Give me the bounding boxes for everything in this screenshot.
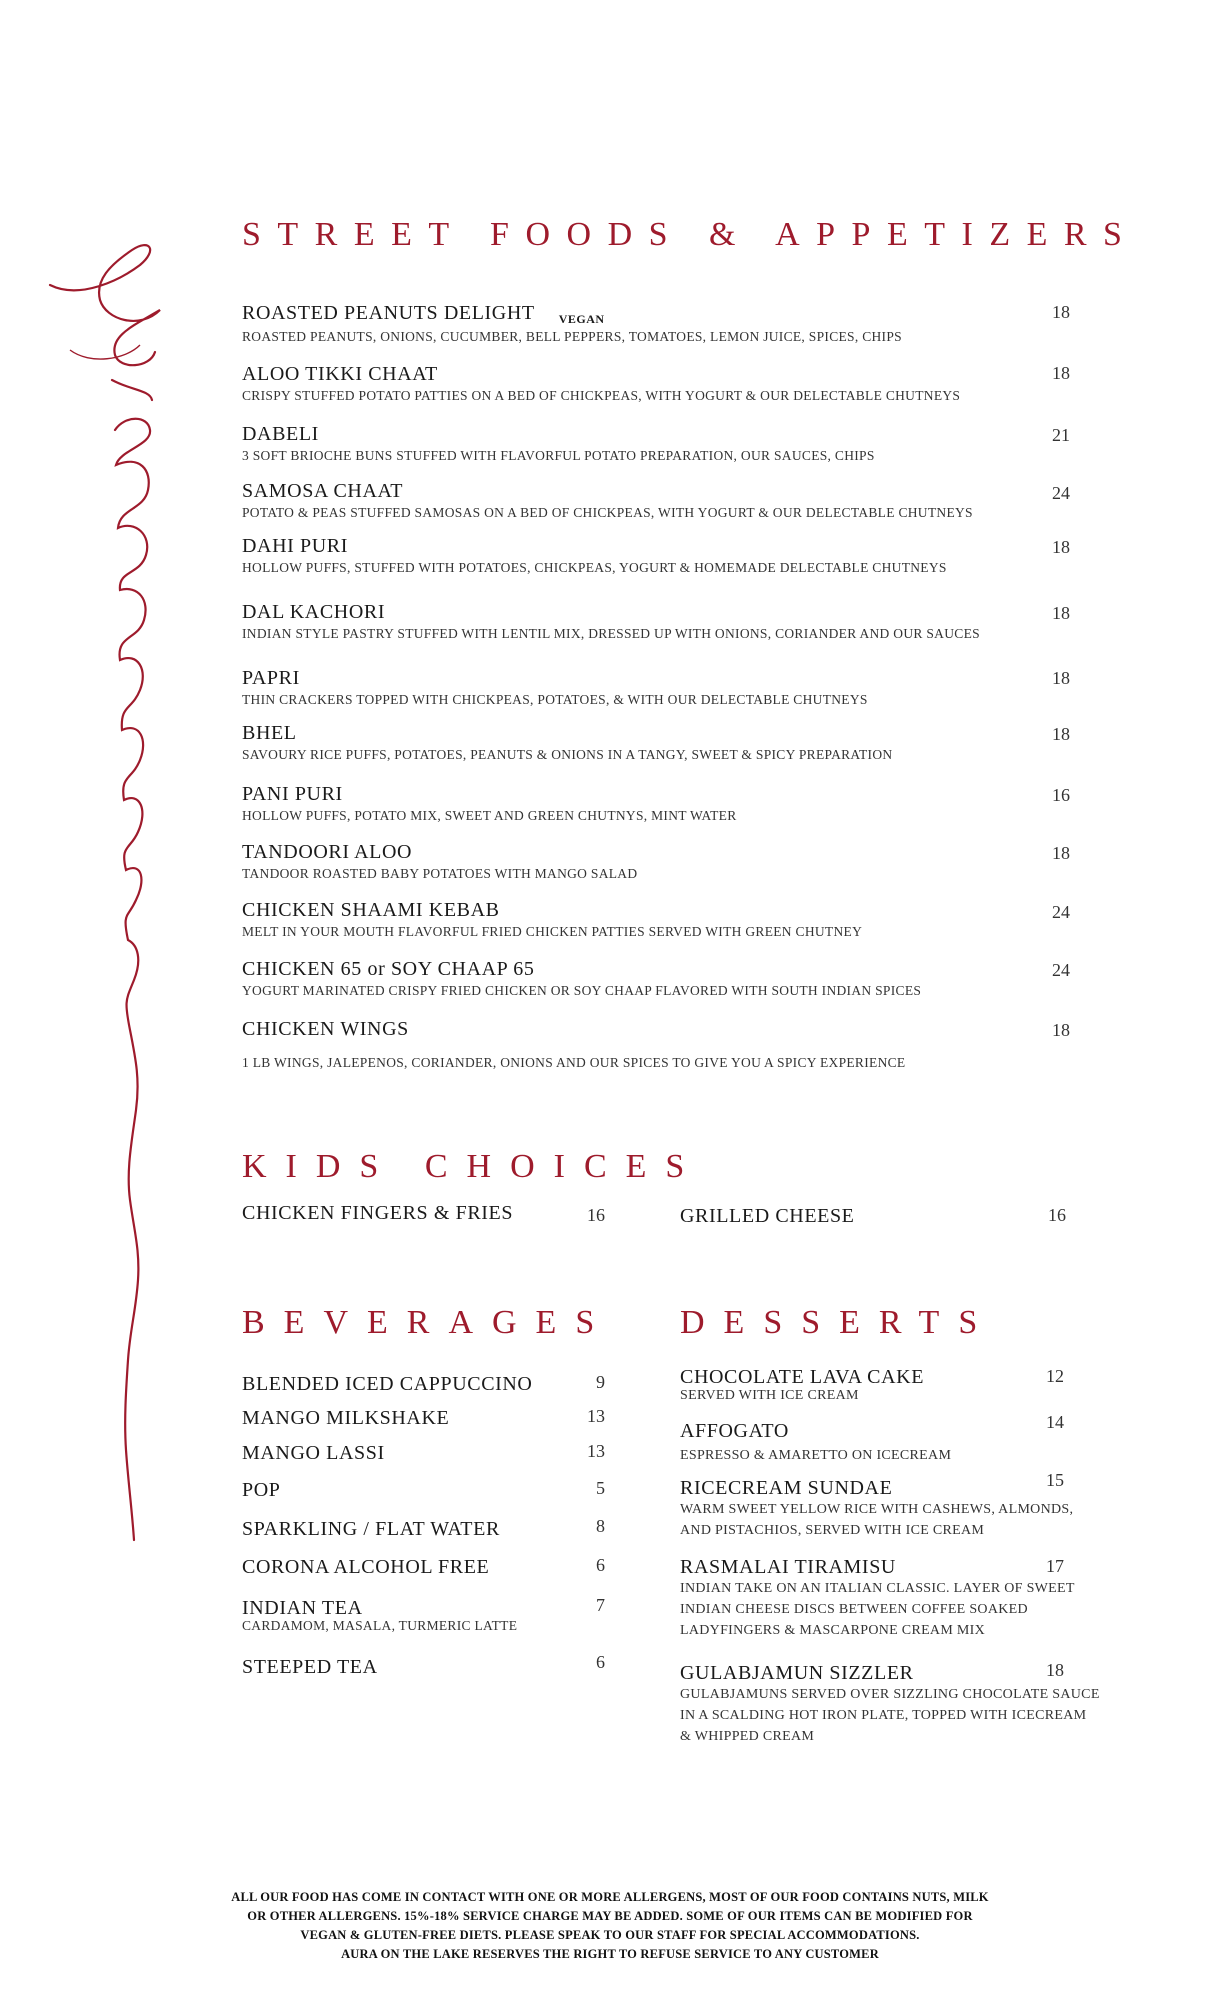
item-description: SAVOURY RICE PUFFS, POTATOES, PEANUTS & ONIONS IN A TANGY, SWEET & SPICY PREPARATION (242, 747, 893, 762)
item-name: MANGO MILKSHAKE (242, 1407, 450, 1429)
item-name: POP (242, 1479, 281, 1501)
item-name-text: DABELI (242, 423, 319, 445)
item-description: 3 SOFT BRIOCHE BUNS STUFFED WITH FLAVORFUL POTATO PREPARATION, OUR SAUCES, CHIPS (242, 448, 875, 463)
menu-item (242, 1407, 449, 1430)
item-name: CHICKEN FINGERS & FRIES (242, 1202, 514, 1224)
item-name (242, 667, 868, 690)
item-name (242, 423, 875, 446)
item-name (242, 899, 862, 922)
menu-item (242, 1479, 281, 1502)
item-name-text: CHICKEN SHAAMI KEBAB (242, 899, 500, 921)
item-name (242, 1018, 905, 1041)
item-description: WARM SWEET YELLOW RICE WITH CASHEWS, ALMONDS, AND PISTACHIOS, SERVED WITH ICE CREAM (680, 1502, 1074, 1538)
item-price: 24 (1052, 483, 1070, 503)
notice-line: OR OTHER ALLERGENS. 15%-18% SERVICE CHARGE MAY BE ADDED. SOME OF OUR ITEMS CAN BE MODIFIED FOR (247, 1909, 973, 1923)
beverages-title: BEVERAGES (242, 1304, 614, 1341)
item-price: 18 (1052, 603, 1070, 623)
menu-item (680, 1556, 1080, 1641)
item-price: 24 (1052, 902, 1070, 922)
item-name-text: CHICKEN 65 or SOY CHAAP 65 (242, 958, 535, 980)
menu-item (242, 1373, 532, 1396)
dinner-menu-script-logo (40, 240, 170, 1550)
menu-item (242, 841, 637, 882)
item-price: 8 (596, 1516, 605, 1536)
item-name: GULABJAMUN SIZZLER (680, 1662, 914, 1684)
item-price: 6 (596, 1652, 605, 1672)
item-name (242, 841, 637, 864)
item-name: RICECREAM SUNDAE (680, 1477, 893, 1499)
item-name: CHOCOLATE LAVA CAKE (680, 1366, 925, 1388)
item-price: 13 (587, 1441, 605, 1461)
item-price: 18 (1046, 1660, 1064, 1680)
item-name (242, 601, 980, 624)
item-name: MANGO LASSI (242, 1442, 385, 1464)
item-price: 14 (1046, 1412, 1064, 1432)
item-name: BLENDED ICED CAPPUCCINO (242, 1373, 533, 1395)
item-name (242, 722, 892, 745)
item-price: 6 (596, 1555, 605, 1575)
menu-item (242, 783, 737, 824)
menu-item (242, 722, 892, 763)
item-price: 13 (587, 1406, 605, 1426)
menu-item (242, 302, 902, 345)
vegan-tag: VEGAN (558, 312, 605, 326)
item-name: SPARKLING / FLAT WATER (242, 1518, 500, 1540)
item-name: AFFOGATO (680, 1420, 789, 1442)
item-price: 21 (1052, 425, 1070, 445)
item-name-text: BHEL (242, 722, 297, 744)
item-name-text: PANI PURI (242, 783, 343, 805)
item-price: 18 (1052, 1020, 1070, 1040)
item-name-text: CHICKEN WINGS (242, 1018, 409, 1040)
item-name-text: PAPRI (242, 667, 300, 689)
menu-item (242, 1597, 517, 1634)
menu-item (242, 1556, 489, 1579)
item-name: CORONA ALCOHOL FREE (242, 1556, 490, 1578)
item-price: 17 (1046, 1556, 1064, 1576)
notice-line: AURA ON THE LAKE RESERVES THE RIGHT TO REFUSE SERVICE TO ANY CUSTOMER (341, 1947, 879, 1961)
item-description: GULABJAMUNS SERVED OVER SIZZLING CHOCOLATE SAUCE IN A SCALDING HOT IRON PLATE, TOPPED WITH ICECREAM & WHIPPED CREAM (680, 1687, 1100, 1744)
menu-item (242, 1202, 513, 1225)
item-price: 18 (1052, 668, 1070, 688)
item-price: 18 (1052, 843, 1070, 863)
item-description: 1 LB WINGS, JALEPENOS, CORIANDER, ONIONS AND OUR SPICES TO GIVE YOU A SPICY EXPERIENCE (242, 1055, 906, 1070)
item-name-text: ROASTED PEANUTS DELIGHT (242, 302, 535, 324)
item-name (242, 783, 737, 806)
item-price: 18 (1052, 363, 1070, 383)
item-description: THIN CRACKERS TOPPED WITH CHICKPEAS, POTATOES, & WITH OUR DELECTABLE CHUTNEYS (242, 692, 868, 707)
item-description: SERVED WITH ICE CREAM (680, 1388, 859, 1403)
item-name: GRILLED CHEESE (680, 1205, 855, 1227)
item-name-text: DAL KACHORI (242, 601, 386, 623)
item-price: 18 (1052, 302, 1070, 322)
item-description: HOLLOW PUFFS, STUFFED WITH POTATOES, CHICKPEAS, YOGURT & HOMEMADE DELECTABLE CHUTNEYS (242, 560, 947, 575)
menu-item (242, 1656, 378, 1679)
menu-item (680, 1420, 1080, 1466)
menu-item (242, 1018, 905, 1071)
menu-item (242, 601, 980, 642)
item-price: 18 (1052, 537, 1070, 557)
menu-item (242, 899, 862, 940)
menu-item (242, 363, 960, 404)
item-price: 16 (1048, 1205, 1066, 1225)
menu-item (680, 1662, 1100, 1747)
notice-line: ALL OUR FOOD HAS COME IN CONTACT WITH ONE OR MORE ALLERGENS, MOST OF OUR FOOD CONTAINS NUTS, MILK (231, 1890, 989, 1904)
item-name-text: DAHI PURI (242, 535, 348, 557)
menu-item (242, 535, 947, 576)
item-description: HOLLOW PUFFS, POTATO MIX, SWEET AND GREEN CHUTNYS, MINT WATER (242, 808, 737, 823)
street-foods-title: STREET FOODS & APPETIZERS (242, 216, 1139, 253)
kids-choices-title: KIDS CHOICES (242, 1148, 704, 1185)
menu-item (680, 1205, 855, 1228)
item-name-text: TANDOORI ALOO (242, 841, 413, 863)
menu-item (242, 1442, 385, 1465)
menu-item (242, 667, 868, 708)
allergen-notice (170, 1888, 1050, 1964)
item-description: INDIAN STYLE PASTRY STUFFED WITH LENTIL MIX, DRESSED UP WITH ONIONS, CORIANDER AND OUR SAUCES (242, 626, 980, 641)
item-name-text: ALOO TIKKI CHAAT (242, 363, 438, 385)
menu-item (680, 1366, 1080, 1406)
item-name: RASMALAI TIRAMISU (680, 1556, 896, 1578)
item-name (242, 302, 902, 325)
item-name (242, 480, 973, 503)
item-description: MELT IN YOUR MOUTH FLAVORFUL FRIED CHICKEN PATTIES SERVED WITH GREEN CHUTNEY (242, 924, 863, 939)
item-price: 16 (1052, 785, 1070, 805)
item-price: 9 (596, 1372, 605, 1392)
desserts-title: DESSERTS (680, 1304, 997, 1341)
menu-item (242, 1518, 500, 1541)
item-name: STEEPED TEA (242, 1656, 378, 1678)
item-description: ESPRESSO & AMARETTO ON ICECREAM (680, 1448, 952, 1463)
item-name (242, 535, 947, 558)
item-name-text: SAMOSA CHAAT (242, 480, 404, 502)
item-description: CARDAMOM, MASALA, TURMERIC LATTE (242, 1618, 518, 1633)
item-price: 15 (1046, 1470, 1064, 1490)
item-price: 18 (1052, 724, 1070, 744)
item-name (242, 363, 960, 386)
item-description: INDIAN TAKE ON AN ITALIAN CLASSIC. LAYER OF SWEET INDIAN CHEESE DISCS BETWEEN COFFEE SOAKED LADYFINGERS & MASCARPONE CREAM MIX (680, 1581, 1075, 1638)
item-price: 12 (1046, 1366, 1064, 1386)
item-name (242, 958, 921, 981)
item-name: INDIAN TEA (242, 1597, 363, 1619)
item-price: 7 (596, 1595, 605, 1615)
item-description: TANDOOR ROASTED BABY POTATOES WITH MANGO SALAD (242, 866, 638, 881)
item-price: 16 (587, 1205, 605, 1225)
menu-item (242, 480, 973, 521)
menu-item (242, 958, 921, 999)
item-description: ROASTED PEANUTS, ONIONS, CUCUMBER, BELL PEPPERS, TOMATOES, LEMON JUICE, SPICES, CHIPS (242, 329, 902, 344)
menu-item (242, 423, 875, 464)
item-price: 5 (596, 1478, 605, 1498)
notice-line: VEGAN & GLUTEN-FREE DIETS. PLEASE SPEAK TO OUR STAFF FOR SPECIAL ACCOMMODATIONS. (300, 1928, 920, 1942)
item-price: 24 (1052, 960, 1070, 980)
item-description: POTATO & PEAS STUFFED SAMOSAS ON A BED OF CHICKPEAS, WITH YOGURT & OUR DELECTABLE CHUTNEYS (242, 505, 973, 520)
item-description: YOGURT MARINATED CRISPY FRIED CHICKEN OR SOY CHAAP FLAVORED WITH SOUTH INDIAN SPICES (242, 983, 922, 998)
item-description: CRISPY STUFFED POTATO PATTIES ON A BED OF CHICKPEAS, WITH YOGURT & OUR DELECTABLE CHUTNEYS (242, 388, 961, 403)
menu-item (680, 1477, 1100, 1541)
